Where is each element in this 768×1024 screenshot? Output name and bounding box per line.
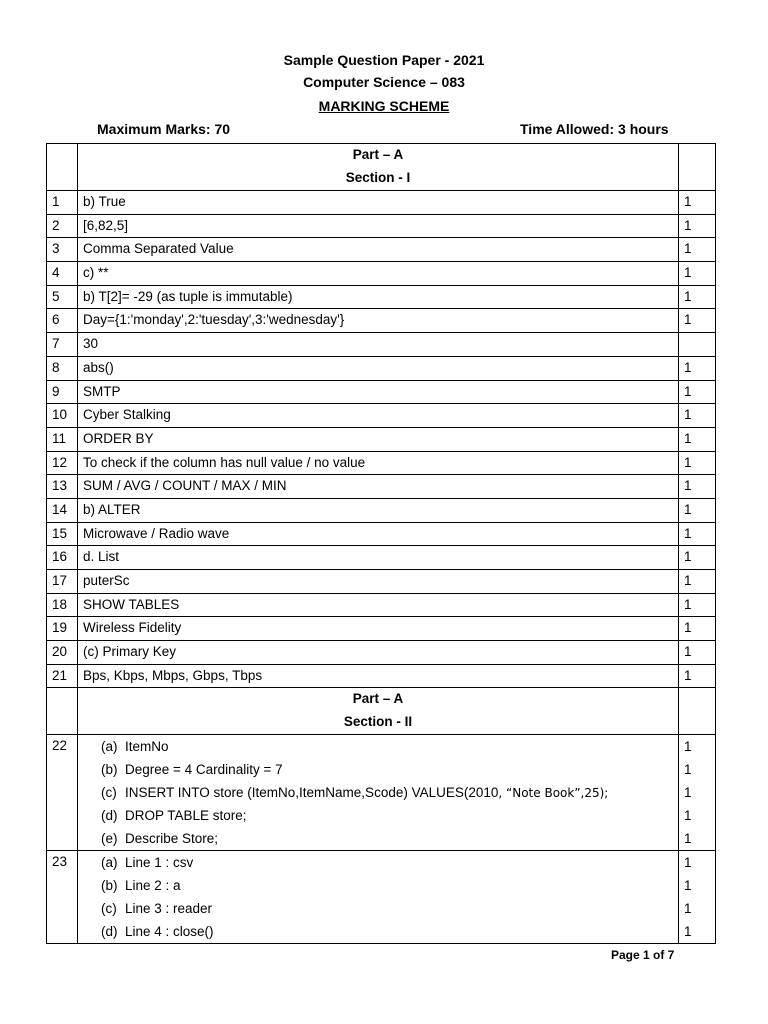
answer-text: SHOW TABLES	[78, 593, 679, 617]
sub-answer	[83, 781, 673, 804]
sub-answer-text: Line 4 : close()	[125, 924, 214, 940]
marking-scheme-heading: MARKING SCHEME	[318, 98, 450, 114]
answer-text: Bps, Kbps, Mbps, Gbps, Tbps	[78, 664, 679, 688]
marks-value: 1	[679, 404, 716, 428]
question-number: 16	[47, 546, 78, 570]
answer-text: abs()	[78, 356, 679, 380]
table-row	[47, 570, 716, 594]
answer-parts	[78, 735, 679, 851]
sub-answer-mark: 1	[684, 785, 692, 801]
marks-value: 1	[679, 356, 716, 380]
sub-answer-mark: 1	[684, 901, 692, 917]
sub-answer	[83, 920, 673, 943]
marks-value	[679, 333, 716, 357]
question-number: 7	[47, 333, 78, 357]
question-number: 18	[47, 593, 78, 617]
paper-title: Sample Question Paper - 2021	[283, 52, 485, 68]
question-number: 9	[47, 380, 78, 404]
marks-value: 1	[679, 522, 716, 546]
table-row	[47, 380, 716, 404]
question-number: 20	[47, 641, 78, 665]
marks-value: 1	[679, 380, 716, 404]
time-allowed: Time Allowed: 3 hours	[520, 121, 669, 137]
empty-cell	[679, 688, 716, 735]
sub-answer-text: Line 1 : csv	[125, 855, 194, 871]
sub-answer-text: Degree = 4 Cardinality = 7	[125, 762, 283, 778]
answer-text: Wireless Fidelity	[78, 617, 679, 641]
sub-answer-letter: (c)	[101, 785, 117, 801]
table-row	[47, 546, 716, 570]
section-header-row	[47, 144, 716, 191]
answer-text: d. List	[78, 546, 679, 570]
answer-text: b) True	[78, 191, 679, 215]
table-row	[47, 356, 716, 380]
section-header-row	[47, 688, 716, 735]
sub-answer-text: Describe Store;	[125, 831, 219, 847]
marks-value: 1	[679, 593, 716, 617]
table-row	[47, 664, 716, 688]
sub-answer-letter: (a)	[101, 739, 118, 755]
sub-answer-text: Line 2 : a	[125, 878, 181, 894]
answer-text: 30	[78, 333, 679, 357]
marks-value: 1	[679, 285, 716, 309]
answer-text: Microwave / Radio wave	[78, 522, 679, 546]
marking-scheme-table	[46, 143, 716, 944]
marks-value: 1	[679, 309, 716, 333]
table-row	[47, 238, 716, 262]
table-row	[47, 617, 716, 641]
answer-text: b) T[2]= -29 (as tuple is immutable)	[78, 285, 679, 309]
sub-answer	[83, 897, 673, 920]
marks-value: 1	[679, 475, 716, 499]
marks-value: 1	[679, 617, 716, 641]
table-row	[47, 498, 716, 522]
page-number: Page 1 of 7	[611, 948, 675, 962]
table-row	[47, 333, 716, 357]
table-row-multipart	[47, 735, 716, 851]
answer-text: Comma Separated Value	[78, 238, 679, 262]
question-number: 15	[47, 522, 78, 546]
question-number: 13	[47, 475, 78, 499]
table-row	[47, 191, 716, 215]
sub-answer-text: INSERT INTO store (ItemNo,ItemName,Scode) VALUES(2010	[125, 785, 499, 801]
marks-value: 1	[679, 214, 716, 238]
sub-answer-letter: (b)	[101, 762, 118, 778]
sub-answer	[83, 804, 673, 827]
sub-answer-letter: (c)	[101, 901, 117, 917]
question-number: 8	[47, 356, 78, 380]
answer-text: b) ALTER	[78, 498, 679, 522]
section-label: Section - I	[345, 170, 411, 185]
marks-value: 1	[679, 641, 716, 665]
sub-answer	[83, 735, 673, 758]
table-row	[47, 451, 716, 475]
answer-text: SUM / AVG / COUNT / MAX / MIN	[78, 475, 679, 499]
marks-value: 1	[679, 664, 716, 688]
marks-column	[679, 851, 716, 944]
answer-text: To check if the column has null value / no value	[78, 451, 679, 475]
table-row	[47, 522, 716, 546]
answer-text: [6,82,5]	[78, 214, 679, 238]
part-label: Part – A	[352, 691, 404, 707]
sub-answer-text: DROP TABLE store;	[125, 808, 247, 824]
question-number: 11	[47, 427, 78, 451]
marks-value: 1	[679, 427, 716, 451]
sub-answer-letter: (b)	[101, 878, 118, 894]
marks-value: 1	[679, 451, 716, 475]
marks-column	[679, 735, 716, 851]
sub-answer-letter: (a)	[101, 855, 118, 871]
marks-value: 1	[679, 546, 716, 570]
answer-parts	[78, 851, 679, 944]
sub-answer	[83, 827, 673, 850]
sub-answer-mark: 1	[684, 924, 692, 940]
question-number: 10	[47, 404, 78, 428]
question-number: 22	[47, 735, 78, 851]
sub-answer-text-continued: , “Note Book”,25);	[498, 786, 609, 801]
marks-value: 1	[679, 498, 716, 522]
sub-answer	[83, 874, 673, 897]
answer-text: c) **	[78, 262, 679, 286]
table-row-multipart	[47, 851, 716, 944]
answer-text: ORDER BY	[78, 427, 679, 451]
table-row	[47, 262, 716, 286]
question-number: 2	[47, 214, 78, 238]
question-number: 23	[47, 851, 78, 944]
sub-answer-letter: (d)	[101, 924, 118, 940]
question-number: 17	[47, 570, 78, 594]
marks-value: 1	[679, 570, 716, 594]
sub-answer-mark: 1	[684, 878, 692, 894]
maximum-marks: Maximum Marks: 70	[97, 121, 231, 137]
question-number: 21	[47, 664, 78, 688]
empty-cell	[47, 688, 78, 735]
question-number: 14	[47, 498, 78, 522]
question-number: 12	[47, 451, 78, 475]
sub-answer-text: Line 3 : reader	[125, 901, 213, 917]
question-number: 3	[47, 238, 78, 262]
answer-text: SMTP	[78, 380, 679, 404]
marks-value: 1	[679, 262, 716, 286]
answer-text: puterSc	[78, 570, 679, 594]
table-row	[47, 641, 716, 665]
marks-value: 1	[679, 238, 716, 262]
section-label: Section - II	[343, 714, 413, 730]
question-number: 6	[47, 309, 78, 333]
table-row	[47, 214, 716, 238]
answer-text: (c) Primary Key	[78, 641, 679, 665]
sub-answer-mark: 1	[684, 739, 692, 755]
answer-text: Cyber Stalking	[78, 404, 679, 428]
question-number: 5	[47, 285, 78, 309]
sub-answer-mark: 1	[684, 808, 692, 824]
sub-answer-letter: (d)	[101, 808, 118, 824]
section-header-cell	[78, 688, 679, 735]
table-row	[47, 475, 716, 499]
table-row	[47, 427, 716, 451]
sub-answer	[83, 851, 673, 874]
answer-text: Day={1:'monday',2:'tuesday',3:'wednesday'}	[78, 309, 679, 333]
sub-answer-text: ItemNo	[125, 739, 169, 755]
sub-answer-mark: 1	[684, 831, 692, 847]
table-row	[47, 593, 716, 617]
question-number: 1	[47, 191, 78, 215]
marks-value: 1	[679, 191, 716, 215]
sub-answer	[83, 758, 673, 781]
sub-answer-letter: (e)	[101, 831, 118, 847]
table-row	[47, 404, 716, 428]
sub-answer-mark: 1	[684, 762, 692, 778]
sub-answer-mark: 1	[684, 855, 692, 871]
table-row	[47, 285, 716, 309]
part-label: Part – A	[352, 147, 404, 162]
subject-title: Computer Science – 083	[303, 74, 465, 90]
table-row	[47, 309, 716, 333]
question-number: 19	[47, 617, 78, 641]
question-number: 4	[47, 262, 78, 286]
